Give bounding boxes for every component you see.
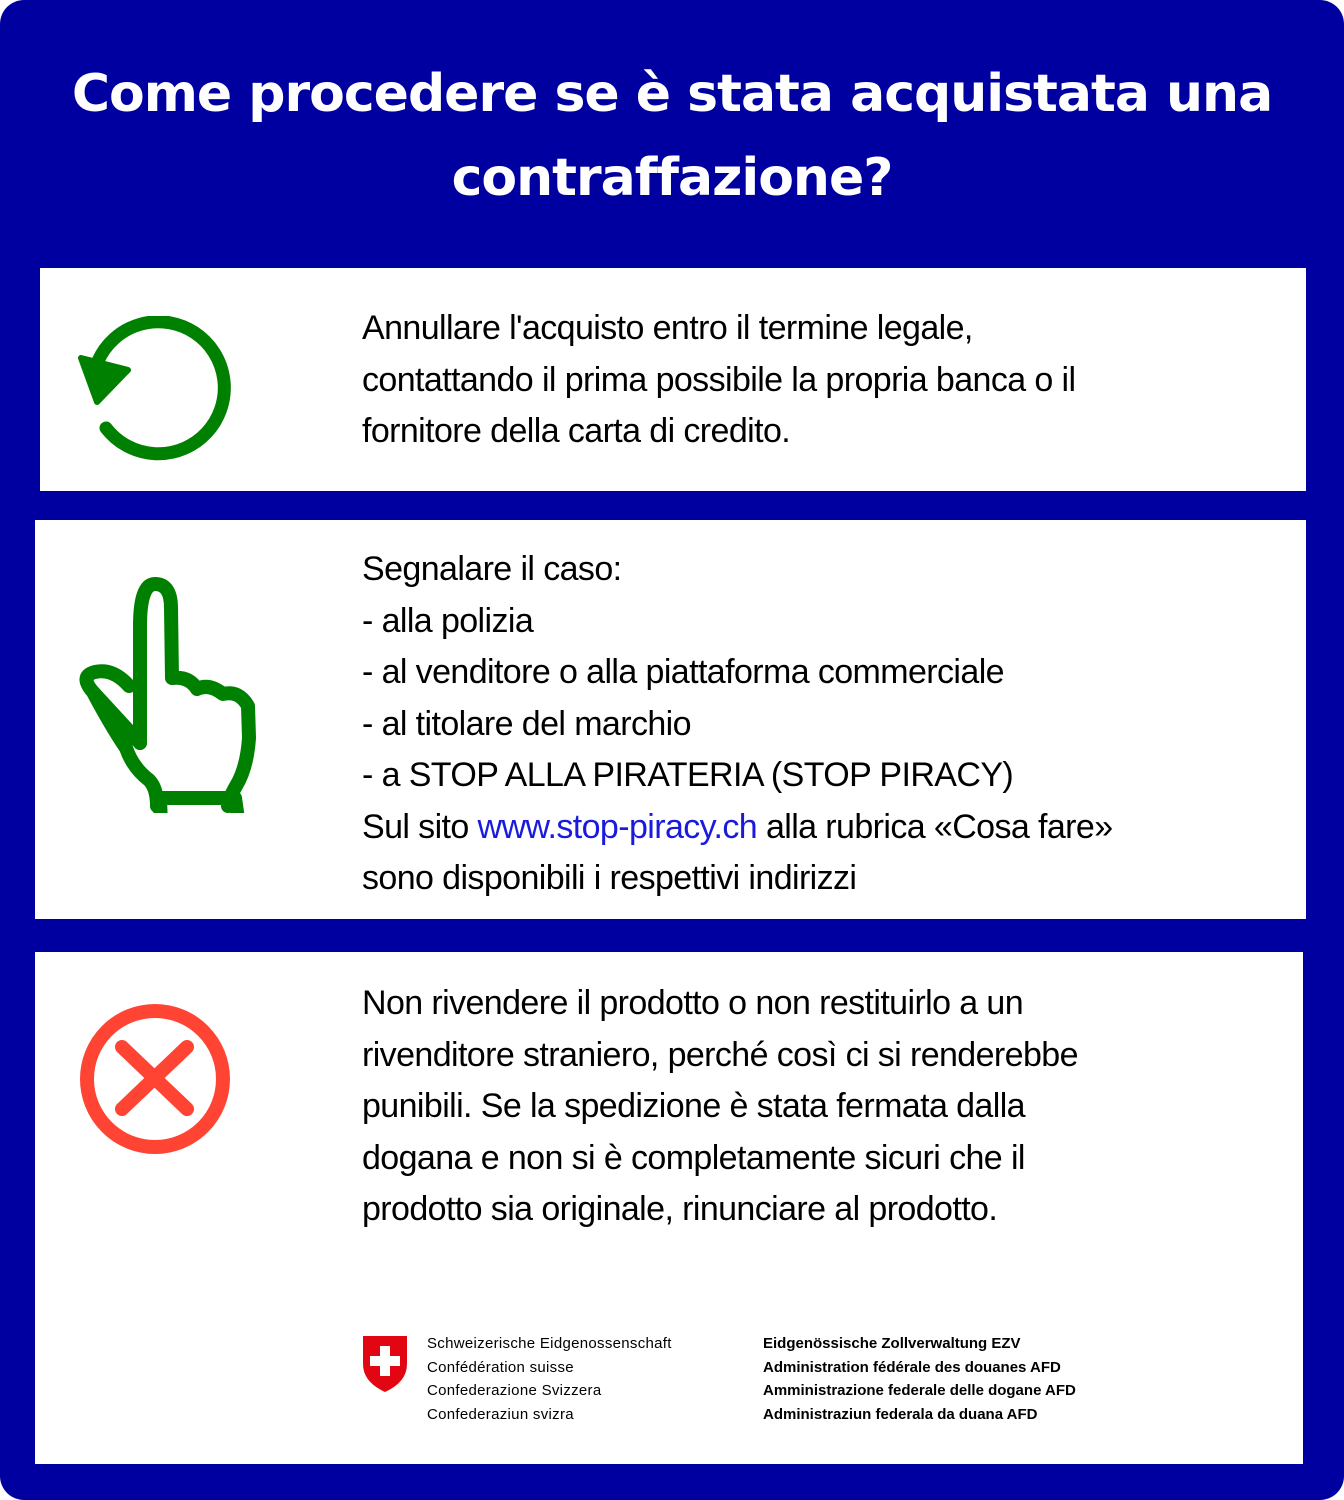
federation-name-fr: Confédération suisse	[427, 1358, 574, 1376]
text-line: Annullare l'acquisto entro il termine legale,	[362, 309, 973, 347]
agency-name-rm: Administraziun federala da duana AFD	[763, 1405, 1038, 1423]
text-line: Non rivendere il prodotto o non restituirlo a un	[362, 984, 1024, 1022]
agency-name-it: Amministrazione federale delle dogane AFD	[763, 1382, 1076, 1399]
text-fragment: alla rubrica «Cosa fare»	[757, 807, 1113, 846]
list-item: - alla polizia	[362, 601, 534, 640]
text-line: dogana e non si è completamente sicuri che il	[362, 1138, 1025, 1177]
undo-arrow-icon	[72, 316, 242, 466]
list-item: - a STOP ALLA PIRATERIA (STOP PIRACY)	[362, 756, 1014, 794]
title-line-2: contraffazione?	[451, 148, 893, 208]
confederation-names	[427, 1332, 672, 1426]
cross-circle-icon	[79, 1000, 233, 1158]
step-3-text	[362, 978, 1078, 1236]
step-cancel-purchase	[40, 268, 1306, 491]
text-line: fornitore della carta di credito.	[362, 412, 791, 450]
text-line: Segnalare il caso:	[362, 550, 622, 588]
swiss-shield-icon	[363, 1336, 407, 1392]
agency-name-de: Eidgenössische Zollverwaltung EZV	[763, 1335, 1021, 1352]
text-line: contattando il prima possibile la propria banca o il	[362, 360, 1076, 399]
title-line-1: Come procedere se è stata acquistata una	[71, 64, 1273, 124]
text-line: punibili. Se la spedizione è stata fermata dalla	[362, 1087, 1025, 1125]
federation-name-de: Schweizerische Eidgenossenschaft	[427, 1335, 672, 1352]
stop-piracy-link[interactable]: www.stop-piracy.ch	[477, 807, 758, 846]
page-title	[0, 52, 1344, 220]
text-line: rivenditore straniero, perché così ci si renderebbe	[362, 1035, 1078, 1074]
text-fragment: Sul sito	[362, 807, 478, 846]
agency-name-fr: Administration fédérale des douanes AFD	[763, 1358, 1061, 1376]
list-item: - al venditore o alla piattaforma commerciale	[362, 653, 1004, 691]
federation-name-rm: Confederaziun svizra	[427, 1405, 574, 1423]
step-do-not-resell	[35, 952, 1303, 1464]
pointing-hand-icon	[71, 568, 261, 813]
text-line-with-link	[362, 802, 1113, 854]
text-line: sono disponibili i respettivi indirizzi	[362, 859, 857, 897]
customs-agency-names	[763, 1332, 1076, 1426]
step-report-case	[35, 520, 1306, 919]
step-1-text	[362, 303, 1075, 458]
list-item: - al titolare del marchio	[362, 704, 691, 743]
step-2-text	[362, 544, 1113, 905]
swiss-government-footer	[363, 1332, 1163, 1432]
text-line: prodotto sia originale, rinunciare al prodotto.	[362, 1190, 998, 1228]
federation-name-it: Confederazione Svizzera	[427, 1382, 602, 1399]
